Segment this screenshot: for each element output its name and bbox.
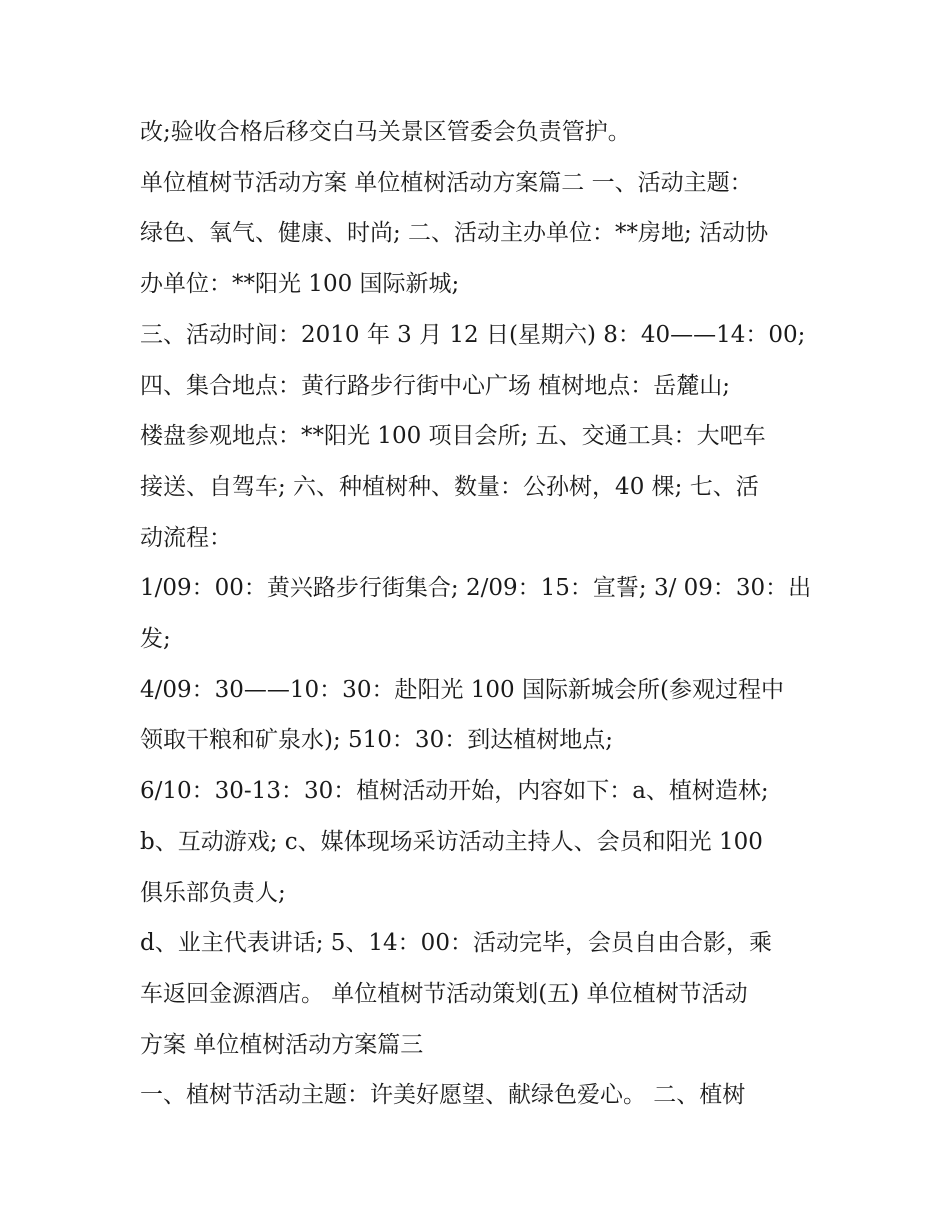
text-line: 绿色、氧气、健康、时尚; 二、活动主办单位：**房地; 活动协 — [140, 220, 769, 247]
text-line: 方案 单位植树活动方案篇三 — [140, 1031, 424, 1058]
text-line: 三、活动时间：2010 年 3 月 12 日(星期六) 8：40——14：00; — [140, 321, 806, 348]
text-line: 动流程： — [140, 524, 232, 551]
text-line: 办单位：**阳光 100 国际新城; — [140, 271, 460, 298]
text-line: 接送、自驾车; 六、种植树种、数量：公孙树，40 棵; 七、活 — [140, 473, 759, 500]
text-line: b、互动游戏; c、媒体现场采访活动主持人、会员和阳光 100 — [140, 828, 763, 855]
text-line: 6/10：30-13：30：植树活动开始，内容如下：a、植树造林; — [140, 778, 769, 805]
text-line: 1/09：00：黄兴路步行街集合; 2/09：15：宣誓; 3/ 09：30：出 — [140, 575, 812, 602]
text-line: 改;验收合格后移交白马关景区管委会负责管护。 — [140, 119, 631, 145]
document-body — [140, 107, 820, 1121]
text-line: 一、植树节活动主题：许美好愿望、献绿色爱心。 二、植树 — [140, 1082, 746, 1109]
text-line: 单位植树节活动方案 单位植树活动方案篇二 一、活动主题： — [140, 169, 753, 196]
text-line: d、业主代表讲话; 5、14：00：活动完毕，会员自由合影，乘 — [140, 930, 772, 957]
text-line: 车返回金源酒店。 单位植树节活动策划(五) 单位植树节活动 — [140, 980, 748, 1007]
text-line: 楼盘参观地点：**阳光 100 项目会所; 五、交通工具：大吧车 — [140, 423, 766, 450]
text-line: 俱乐部负责人; — [140, 879, 286, 906]
text-line: 4/09：30——10：30：赴阳光 100 国际新城会所(参观过程中 — [140, 676, 784, 703]
text-line: 领取干粮和矿泉水); 510：30：到达植树地点; — [140, 727, 613, 754]
text-line: 发; — [140, 626, 171, 653]
text-line: 四、集合地点：黄行路步行街中心广场 植树地点：岳麓山; — [140, 372, 731, 399]
